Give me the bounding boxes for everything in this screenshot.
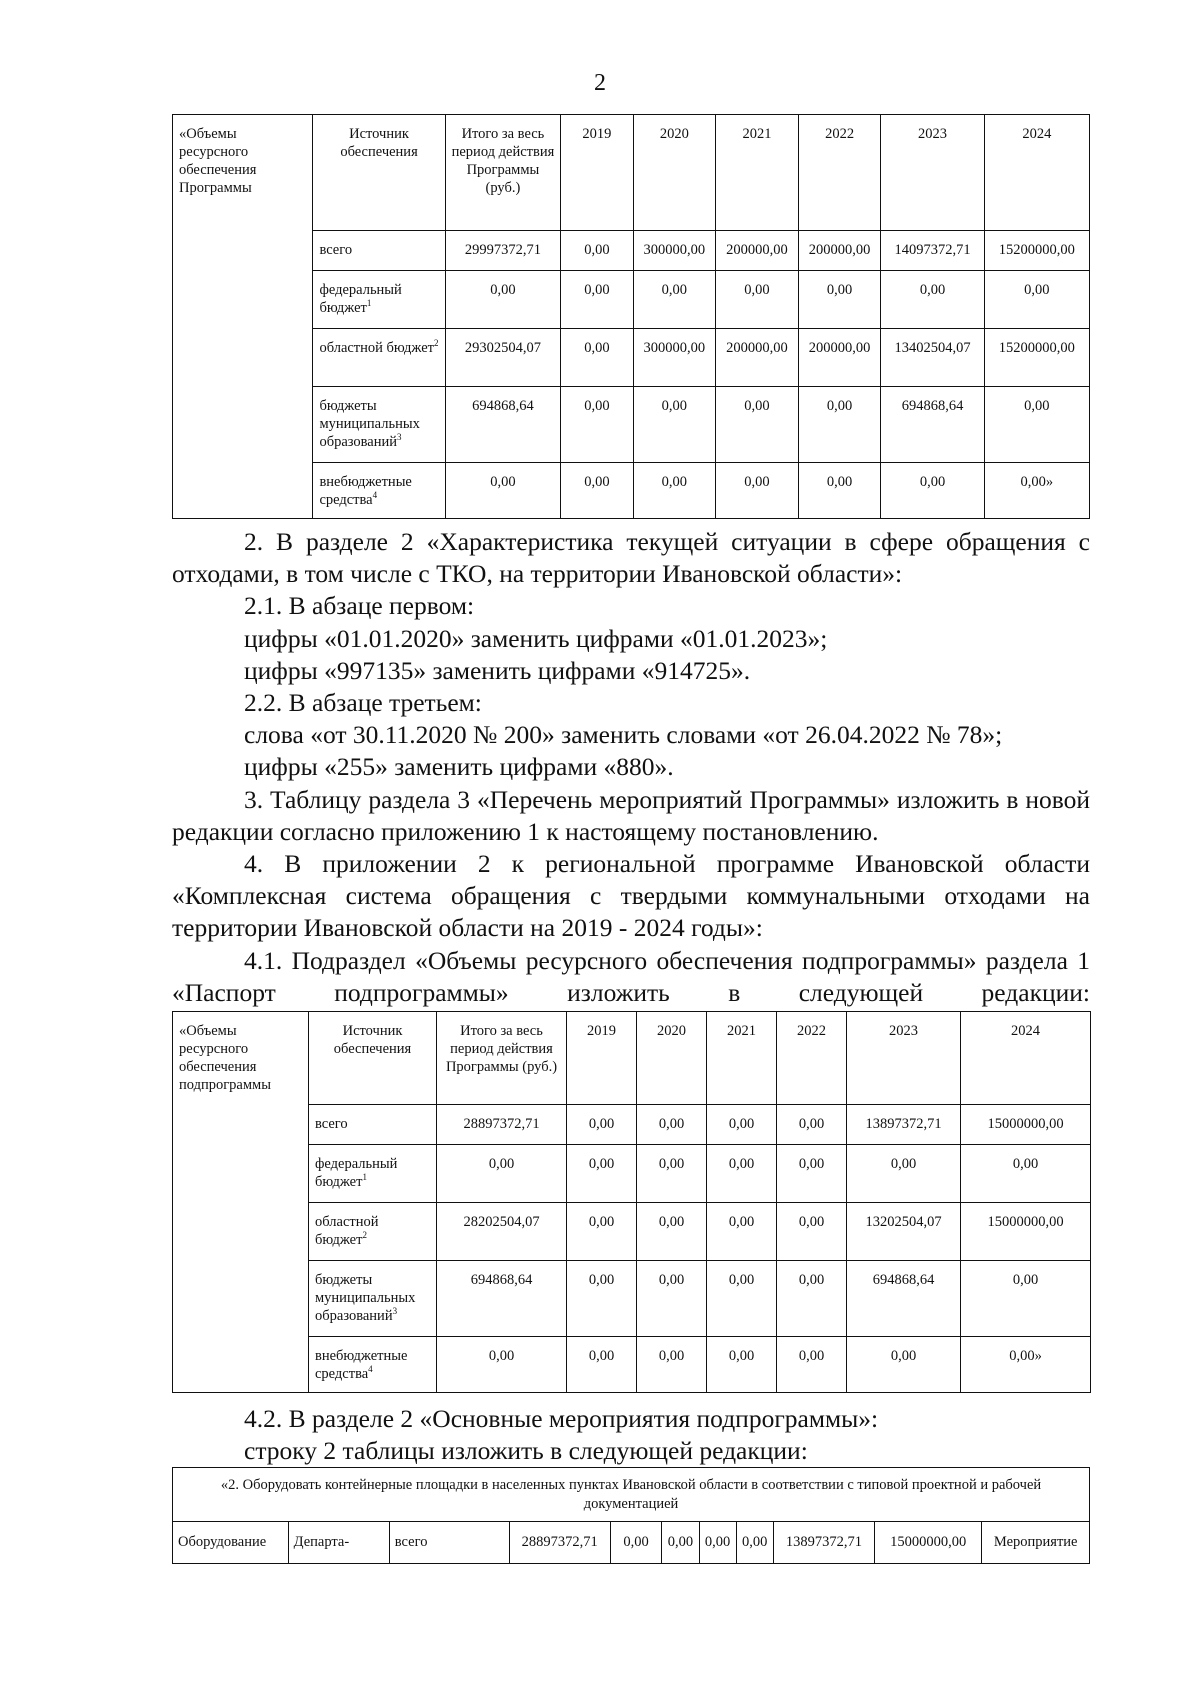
table-cell: 0,00» — [961, 1337, 1091, 1393]
table-cell: 200000,00 — [716, 329, 799, 387]
table-cell: 0,00 — [716, 463, 799, 519]
table-cell: 0,00 — [567, 1203, 637, 1261]
table-cell: 694868,64 — [847, 1261, 961, 1337]
body-text — [172, 526, 1090, 1009]
table-cell: 0,00 — [716, 387, 799, 463]
table-cell: 15200000,00 — [984, 329, 1089, 387]
header-year: 2020 — [633, 115, 716, 231]
table-cell: 13897372,71 — [847, 1105, 961, 1145]
row-label-regional: областной бюджет$^2$ — [313, 329, 445, 387]
table-cell: 13202504,07 — [847, 1203, 961, 1261]
paragraph: цифры «255» заменить цифрами «880». — [244, 752, 674, 782]
table-cell: 0,00 — [777, 1203, 847, 1261]
table-cell: 0,00 — [567, 1105, 637, 1145]
paragraph: цифры «997135» заменить цифрами «914725». — [244, 655, 751, 685]
activities-table — [172, 1467, 1090, 1564]
table-cell: 0,00 — [707, 1203, 777, 1261]
header-year: 2024 — [961, 1012, 1091, 1105]
table-cell: 0,00 — [961, 1261, 1091, 1337]
header-year: 2021 — [707, 1012, 777, 1105]
row-label-extrabudget: внебюджетные средства$^4$ — [309, 1337, 437, 1393]
table-cell: 0,00 — [437, 1337, 567, 1393]
table-cell: 200000,00 — [716, 231, 799, 271]
table-cell: 0,00 — [637, 1261, 707, 1337]
table-cell: 14097372,71 — [881, 231, 984, 271]
table-cell: 0,00 — [561, 463, 633, 519]
table-cell: 0,00 — [777, 1145, 847, 1203]
table-cell: 0,00 — [567, 1261, 637, 1337]
paragraph: 3. Таблицу раздела 3 «Перечень мероприятий Программы» изложить в новой редакции согласно приложению 1 к настоящему постановлению. — [172, 784, 1090, 846]
table-cell: 0,00 — [777, 1105, 847, 1145]
table-cell: 0,00 — [798, 271, 881, 329]
table-cell: 0,00 — [881, 463, 984, 519]
table-cell: 0,00 — [637, 1337, 707, 1393]
table-cell: 0,00 — [777, 1337, 847, 1393]
row-label-federal: федеральный бюджет$^1$ — [313, 271, 445, 329]
table-cell: 0,00 — [561, 231, 633, 271]
header-year: 2021 — [716, 115, 799, 231]
table-cell: 0,00 — [984, 387, 1089, 463]
subprogram-resources-table — [172, 1011, 1091, 1393]
table-cell: 0,00» — [984, 463, 1089, 519]
table-cell: 0,00 — [961, 1145, 1091, 1203]
table-cell: 0,00 — [984, 271, 1089, 329]
header-source: Источник обеспечения — [313, 115, 445, 231]
row-label-municipal: бюджеты муниципальных образований$^3$ — [309, 1261, 437, 1337]
table-cell: 0,00 — [437, 1145, 567, 1203]
table-cell: 29997372,71 — [445, 231, 561, 271]
table-cell: 694868,64 — [445, 387, 561, 463]
header-year: 2023 — [881, 115, 984, 231]
table-cell: 0,00 — [445, 463, 561, 519]
table-cell: 0,00 — [699, 1522, 736, 1564]
table-cell: 0,00 — [637, 1145, 707, 1203]
header-source: Источник обеспечения — [309, 1012, 437, 1105]
paragraph: слова «от 30.11.2020 № 200» заменить словами «от 26.04.2022 № 78»; — [244, 720, 1003, 750]
row-label-total: всего — [309, 1105, 437, 1145]
header-year: 2023 — [847, 1012, 961, 1105]
table-cell: 0,00 — [736, 1522, 773, 1564]
header-year: 2022 — [777, 1012, 847, 1105]
table-cell: 694868,64 — [437, 1261, 567, 1337]
table-cell: 300000,00 — [633, 231, 716, 271]
table-cell: 0,00 — [445, 271, 561, 329]
table-cell: 28202504,07 — [437, 1203, 567, 1261]
table-cell: 28897372,71 — [509, 1522, 610, 1564]
table-cell: 13402504,07 — [881, 329, 984, 387]
table-cell: Мероприятие — [982, 1522, 1090, 1564]
table-cell: 0,00 — [567, 1337, 637, 1393]
table-cell: 29302504,07 — [445, 329, 561, 387]
table-cell: 0,00 — [847, 1145, 961, 1203]
table-cell: 0,00 — [777, 1261, 847, 1337]
table-cell: 15200000,00 — [984, 231, 1089, 271]
table-cell: 15000000,00 — [961, 1203, 1091, 1261]
page-number: 2 — [594, 70, 606, 96]
table-cell: 200000,00 — [798, 231, 881, 271]
paragraph: 2.1. В абзаце первом: — [244, 591, 475, 621]
paragraph: строку 2 таблицы изложить в следующей редакции: — [244, 1436, 808, 1466]
header-year: 2024 — [984, 115, 1089, 231]
table-cell: 0,00 — [637, 1203, 707, 1261]
activity-heading: «2. Оборудовать контейнерные площадки в населенных пунктах Ивановской области в соответствии с типовой проектной и рабочей документацией — [173, 1468, 1090, 1522]
paragraph: 2.2. В абзаце третьем: — [244, 688, 482, 718]
table-cell: 0,00 — [633, 271, 716, 329]
table-cell: 0,00 — [633, 463, 716, 519]
table-cell: 0,00 — [798, 463, 881, 519]
table-cell: 0,00 — [798, 387, 881, 463]
body-text-2 — [172, 1403, 1090, 1467]
table-cell: 0,00 — [662, 1522, 699, 1564]
table-cell: 15000000,00 — [874, 1522, 981, 1564]
paragraph: 4.1. Подраздел «Объемы ресурсного обеспечения подпрограммы» раздела 1 «Паспорт подпрограммы» изложить в следующей редакции: — [172, 945, 1090, 1007]
header-year: 2019 — [561, 115, 633, 231]
table-cell: 28897372,71 — [437, 1105, 567, 1145]
table-cell: 0,00 — [633, 387, 716, 463]
table-cell: Оборудование — [173, 1522, 289, 1564]
table-cell: 0,00 — [567, 1145, 637, 1203]
table-cell: 13897372,71 — [773, 1522, 874, 1564]
table-cell: 0,00 — [716, 271, 799, 329]
table-cell: 0,00 — [707, 1105, 777, 1145]
header-total: Итого за весь период действия Программы (руб.) — [445, 115, 561, 231]
table-cell: 0,00 — [561, 387, 633, 463]
table-cell: всего — [389, 1522, 509, 1564]
table-cell: 300000,00 — [633, 329, 716, 387]
table-cell: 0,00 — [707, 1145, 777, 1203]
header-year: 2022 — [798, 115, 881, 231]
row-label-municipal: бюджеты муниципальных образований$^3$ — [313, 387, 445, 463]
table-cell: 0,00 — [707, 1261, 777, 1337]
table-cell: 200000,00 — [798, 329, 881, 387]
table-cell: 0,00 — [561, 329, 633, 387]
table-cell: 0,00 — [610, 1522, 662, 1564]
paragraph: 4.2. В разделе 2 «Основные мероприятия подпрограммы»: — [244, 1404, 879, 1433]
header-year: 2019 — [567, 1012, 637, 1105]
object-cell: «Объемы ресурсного обеспечения подпрограммы — [173, 1012, 309, 1393]
table-cell: Департа- — [288, 1522, 389, 1564]
table-cell: 0,00 — [847, 1337, 961, 1393]
paragraph: цифры «01.01.2020» заменить цифрами «01.01.2023»; — [244, 623, 828, 653]
header-year: 2020 — [637, 1012, 707, 1105]
table-cell: 0,00 — [637, 1105, 707, 1145]
table-cell: 0,00 — [707, 1337, 777, 1393]
header-total: Итого за весь период действия Программы (руб.) — [437, 1012, 567, 1105]
table-cell: 15000000,00 — [961, 1105, 1091, 1145]
table-cell: 0,00 — [561, 271, 633, 329]
program-resources-table — [172, 114, 1090, 519]
paragraph: 2. В разделе 2 «Характеристика текущей ситуации в сфере обращения с отходами, в том числе с ТКО, на территории Ивановской области»: — [172, 527, 1090, 589]
row-label-total: всего — [313, 231, 445, 271]
object-cell: «Объемы ресурсного обеспечения Программы — [173, 115, 313, 519]
table-cell: 0,00 — [881, 271, 984, 329]
row-label-extrabudget: внебюджетные средства$^4$ — [313, 463, 445, 519]
paragraph: 4. В приложении 2 к региональной программе Ивановской области «Комплексная система обращения с твердыми коммунальными отходами на территории Ивановской области на 2019 - 2024 годы»: — [172, 849, 1090, 943]
row-label-regional: областной бюджет$^2$ — [309, 1203, 437, 1261]
row-label-federal: федеральный бюджет$^1$ — [309, 1145, 437, 1203]
table-cell: 694868,64 — [881, 387, 984, 463]
